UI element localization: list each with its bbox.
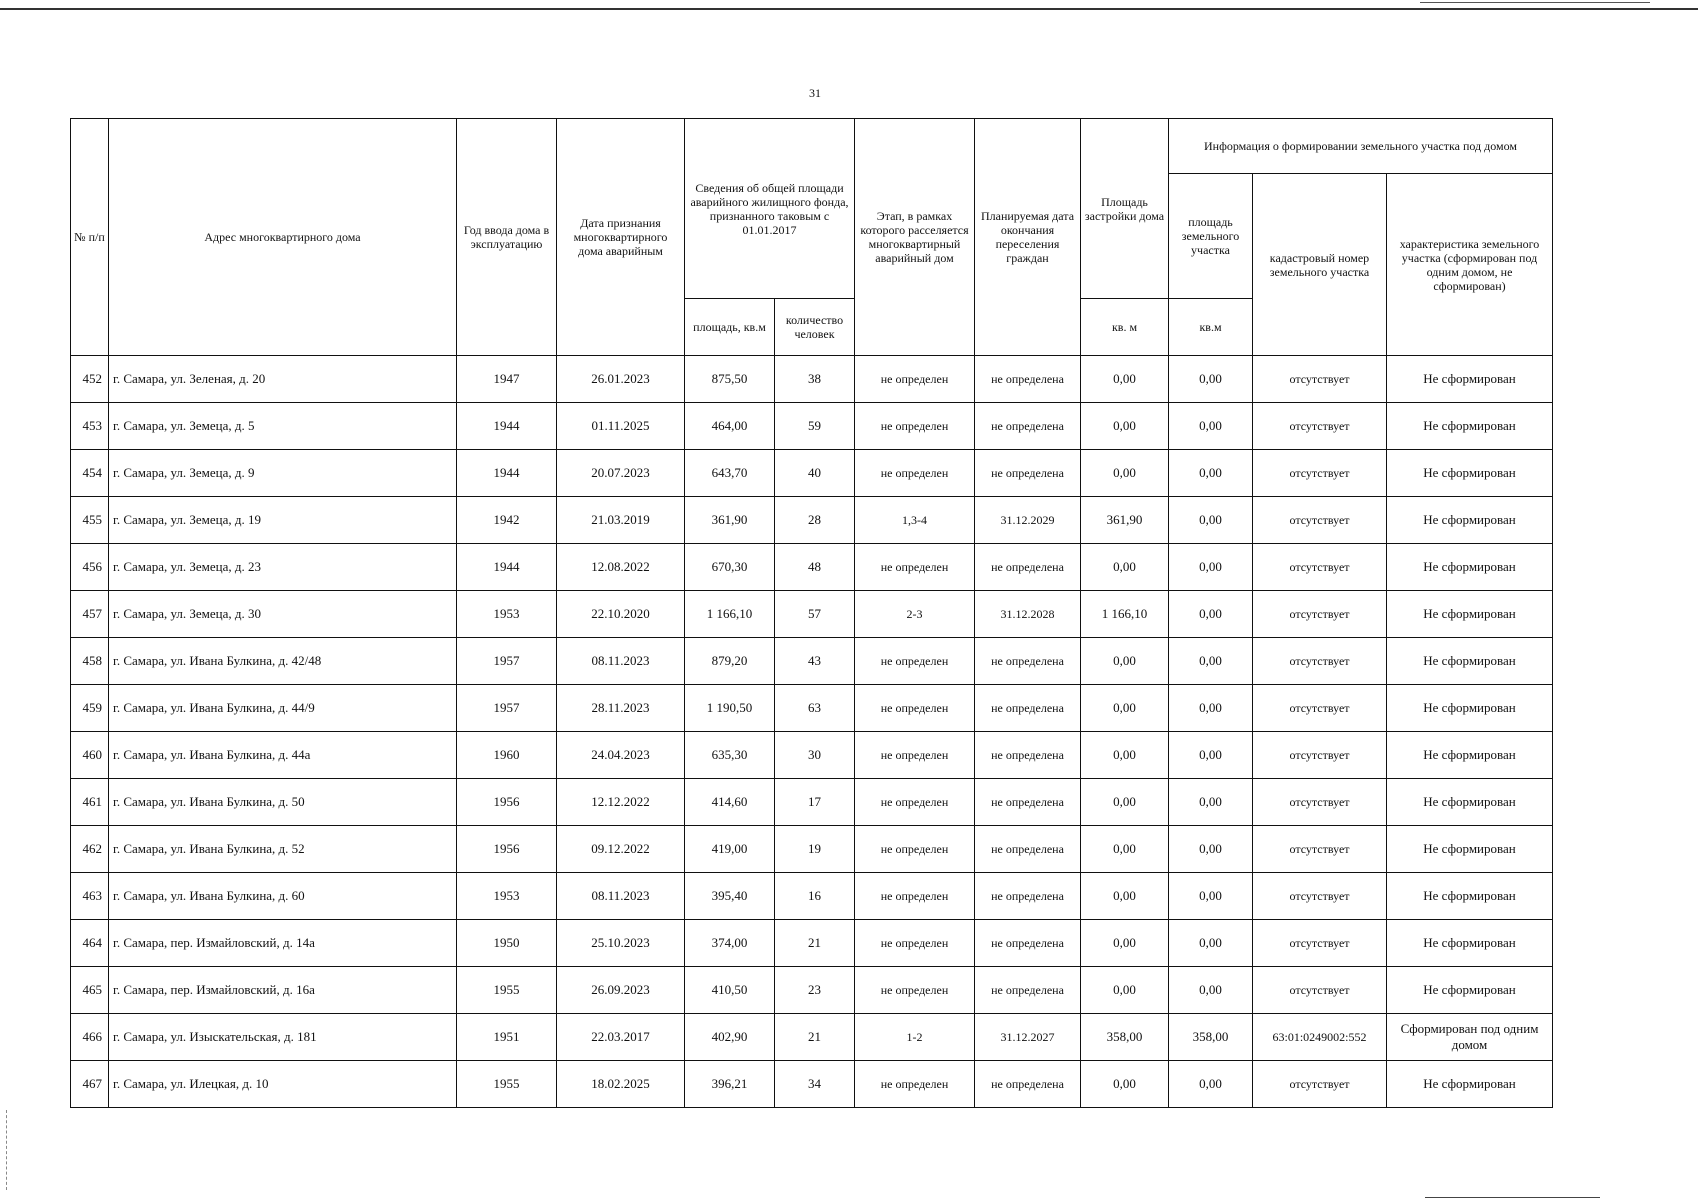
row-stage: 1,3-4 [855, 497, 975, 544]
row-stage: не определен [855, 356, 975, 403]
table-row [71, 450, 1553, 497]
header-land-area: площадь земельного участка [1169, 174, 1253, 299]
row-land-area: 0,00 [1169, 497, 1253, 544]
row-number: 462 [71, 826, 109, 873]
row-number: 452 [71, 356, 109, 403]
row-area: 414,60 [685, 779, 775, 826]
table-row [71, 826, 1553, 873]
row-year: 1951 [457, 1014, 557, 1061]
row-build-area: 0,00 [1081, 356, 1169, 403]
row-cadastral: отсутствует [1253, 450, 1387, 497]
row-date-emergency: 12.12.2022 [557, 779, 685, 826]
row-date-emergency: 28.11.2023 [557, 685, 685, 732]
row-build-area: 0,00 [1081, 450, 1169, 497]
row-planned-date: не определена [975, 1061, 1081, 1108]
header-date-emergency: Дата признания многоквартирного дома аварийным [557, 119, 685, 356]
table-body [71, 356, 1553, 1108]
row-cadastral: отсутствует [1253, 638, 1387, 685]
row-planned-date: не определена [975, 967, 1081, 1014]
row-address: г. Самара, ул. Ивана Булкина, д. 44/9 [109, 685, 457, 732]
header-num: № п/п [71, 119, 109, 356]
row-land-char: Не сформирован [1387, 356, 1553, 403]
row-cadastral: отсутствует [1253, 779, 1387, 826]
row-area: 402,90 [685, 1014, 775, 1061]
emergency-housing-table [70, 118, 1553, 1108]
row-land-char: Не сформирован [1387, 1061, 1553, 1108]
row-planned-date: не определена [975, 779, 1081, 826]
row-cadastral: отсутствует [1253, 920, 1387, 967]
header-area-info: Сведения об общей площади аварийного жилищного фонда, признанного таковым с 01.01.2017 [685, 119, 855, 299]
row-year: 1957 [457, 638, 557, 685]
row-date-emergency: 12.08.2022 [557, 544, 685, 591]
header-stage: Этап, в рамках которого расселяется многоквартирный аварийный дом [855, 119, 975, 356]
row-cadastral: отсутствует [1253, 403, 1387, 450]
row-people: 30 [775, 732, 855, 779]
row-stage: не определен [855, 920, 975, 967]
row-build-area: 0,00 [1081, 920, 1169, 967]
table-row [71, 591, 1553, 638]
row-area: 1 190,50 [685, 685, 775, 732]
row-planned-date: не определена [975, 732, 1081, 779]
row-number: 461 [71, 779, 109, 826]
row-area: 410,50 [685, 967, 775, 1014]
header-area-sq: площадь, кв.м [685, 299, 775, 356]
row-cadastral: 63:01:0249002:552 [1253, 1014, 1387, 1061]
row-stage: не определен [855, 450, 975, 497]
table-row [71, 497, 1553, 544]
row-year: 1944 [457, 403, 557, 450]
row-cadastral: отсутствует [1253, 826, 1387, 873]
row-people: 48 [775, 544, 855, 591]
row-planned-date: не определена [975, 544, 1081, 591]
row-build-area: 358,00 [1081, 1014, 1169, 1061]
row-land-char: Не сформирован [1387, 450, 1553, 497]
header-people: количество человек [775, 299, 855, 356]
row-date-emergency: 22.10.2020 [557, 591, 685, 638]
row-land-area: 0,00 [1169, 732, 1253, 779]
table-row [71, 873, 1553, 920]
row-land-char: Не сформирован [1387, 685, 1553, 732]
row-people: 16 [775, 873, 855, 920]
row-address: г. Самара, ул. Ивана Булкина, д. 44а [109, 732, 457, 779]
row-number: 456 [71, 544, 109, 591]
row-build-area: 361,90 [1081, 497, 1169, 544]
row-build-area: 0,00 [1081, 967, 1169, 1014]
row-address: г. Самара, ул. Ивана Булкина, д. 60 [109, 873, 457, 920]
row-land-char: Не сформирован [1387, 920, 1553, 967]
row-build-area: 0,00 [1081, 779, 1169, 826]
row-address: г. Самара, ул. Зеленая, д. 20 [109, 356, 457, 403]
row-cadastral: отсутствует [1253, 544, 1387, 591]
row-area: 643,70 [685, 450, 775, 497]
row-planned-date: не определена [975, 356, 1081, 403]
row-address: г. Самара, ул. Ивана Булкина, д. 52 [109, 826, 457, 873]
row-people: 28 [775, 497, 855, 544]
row-number: 464 [71, 920, 109, 967]
row-people: 38 [775, 356, 855, 403]
row-date-emergency: 18.02.2025 [557, 1061, 685, 1108]
row-number: 466 [71, 1014, 109, 1061]
row-land-area: 0,00 [1169, 826, 1253, 873]
row-land-area: 358,00 [1169, 1014, 1253, 1061]
row-address: г. Самара, ул. Земеца, д. 19 [109, 497, 457, 544]
row-date-emergency: 08.11.2023 [557, 873, 685, 920]
page-number: 31 [809, 86, 821, 100]
row-people: 43 [775, 638, 855, 685]
row-year: 1956 [457, 826, 557, 873]
row-planned-date: не определена [975, 873, 1081, 920]
header-planned-date: Планируемая дата окончания переселения граждан [975, 119, 1081, 356]
row-stage: не определен [855, 826, 975, 873]
header-address: Адрес многоквартирного дома [109, 119, 457, 356]
row-build-area: 0,00 [1081, 638, 1169, 685]
row-year: 1955 [457, 967, 557, 1014]
row-date-emergency: 20.07.2023 [557, 450, 685, 497]
row-build-area: 0,00 [1081, 826, 1169, 873]
row-planned-date: 31.12.2029 [975, 497, 1081, 544]
row-people: 21 [775, 1014, 855, 1061]
row-date-emergency: 01.11.2025 [557, 403, 685, 450]
row-people: 19 [775, 826, 855, 873]
row-land-area: 0,00 [1169, 920, 1253, 967]
row-address: г. Самара, ул. Изыскательская, д. 181 [109, 1014, 457, 1061]
row-cadastral: отсутствует [1253, 685, 1387, 732]
header-land-area-unit: кв.м [1169, 299, 1253, 356]
row-address: г. Самара, пер. Измайловский, д. 16а [109, 967, 457, 1014]
row-stage: не определен [855, 403, 975, 450]
row-build-area: 0,00 [1081, 732, 1169, 779]
header-build-area: Площадь застройки дома [1081, 119, 1169, 299]
table-row [71, 403, 1553, 450]
row-land-area: 0,00 [1169, 356, 1253, 403]
header-build-area-unit: кв. м [1081, 299, 1169, 356]
table-row [71, 685, 1553, 732]
row-people: 34 [775, 1061, 855, 1108]
row-area: 419,00 [685, 826, 775, 873]
row-date-emergency: 24.04.2023 [557, 732, 685, 779]
row-land-char: Не сформирован [1387, 544, 1553, 591]
row-area: 361,90 [685, 497, 775, 544]
row-people: 17 [775, 779, 855, 826]
table-row [71, 356, 1553, 403]
row-address: г. Самара, ул. Ивана Булкина, д. 42/48 [109, 638, 457, 685]
row-planned-date: не определена [975, 685, 1081, 732]
row-date-emergency: 08.11.2023 [557, 638, 685, 685]
row-address: г. Самара, ул. Земеца, д. 9 [109, 450, 457, 497]
row-address: г. Самара, ул. Земеца, д. 5 [109, 403, 457, 450]
row-cadastral: отсутствует [1253, 873, 1387, 920]
row-address: г. Самара, ул. Земеца, д. 30 [109, 591, 457, 638]
table-row [71, 967, 1553, 1014]
row-people: 59 [775, 403, 855, 450]
row-area: 875,50 [685, 356, 775, 403]
row-stage: 1-2 [855, 1014, 975, 1061]
row-year: 1953 [457, 873, 557, 920]
table-row [71, 1061, 1553, 1108]
row-planned-date: не определена [975, 450, 1081, 497]
row-stage: не определен [855, 685, 975, 732]
row-year: 1960 [457, 732, 557, 779]
row-number: 460 [71, 732, 109, 779]
row-year: 1942 [457, 497, 557, 544]
row-year: 1956 [457, 779, 557, 826]
row-date-emergency: 25.10.2023 [557, 920, 685, 967]
table-row [71, 638, 1553, 685]
scan-border-top-right [1420, 2, 1650, 3]
row-land-area: 0,00 [1169, 685, 1253, 732]
row-build-area: 0,00 [1081, 544, 1169, 591]
scan-border-bottom [1425, 1197, 1600, 1198]
row-build-area: 0,00 [1081, 1061, 1169, 1108]
row-area: 635,30 [685, 732, 775, 779]
row-cadastral: отсутствует [1253, 497, 1387, 544]
row-number: 454 [71, 450, 109, 497]
row-address: г. Самара, пер. Измайловский, д. 14а [109, 920, 457, 967]
row-date-emergency: 09.12.2022 [557, 826, 685, 873]
row-land-char: Не сформирован [1387, 497, 1553, 544]
row-year: 1944 [457, 450, 557, 497]
row-land-char: Не сформирован [1387, 732, 1553, 779]
row-land-char: Сформирован под одним домом [1387, 1014, 1553, 1061]
row-stage: не определен [855, 1061, 975, 1108]
row-cadastral: отсутствует [1253, 356, 1387, 403]
row-stage: не определен [855, 779, 975, 826]
row-number: 463 [71, 873, 109, 920]
row-land-char: Не сформирован [1387, 591, 1553, 638]
header-land-info: Информация о формировании земельного участка под домом [1169, 119, 1553, 174]
scan-border-top [0, 8, 1698, 10]
row-year: 1944 [457, 544, 557, 591]
row-stage: не определен [855, 638, 975, 685]
row-date-emergency: 21.03.2019 [557, 497, 685, 544]
row-year: 1950 [457, 920, 557, 967]
table-row [71, 779, 1553, 826]
row-date-emergency: 22.03.2017 [557, 1014, 685, 1061]
row-stage: не определен [855, 967, 975, 1014]
row-land-area: 0,00 [1169, 779, 1253, 826]
header-land-char: характеристика земельного участка (сформирован под одним домом, не сформирован) [1387, 174, 1553, 356]
scan-margin-marks [6, 1110, 8, 1190]
row-planned-date: 31.12.2027 [975, 1014, 1081, 1061]
row-land-area: 0,00 [1169, 967, 1253, 1014]
row-number: 467 [71, 1061, 109, 1108]
row-land-area: 0,00 [1169, 591, 1253, 638]
row-area: 464,00 [685, 403, 775, 450]
row-year: 1957 [457, 685, 557, 732]
row-planned-date: не определена [975, 638, 1081, 685]
row-land-char: Не сформирован [1387, 967, 1553, 1014]
row-year: 1947 [457, 356, 557, 403]
row-land-char: Не сформирован [1387, 873, 1553, 920]
row-stage: не определен [855, 873, 975, 920]
row-number: 457 [71, 591, 109, 638]
row-people: 21 [775, 920, 855, 967]
row-area: 395,40 [685, 873, 775, 920]
row-address: г. Самара, ул. Ивана Булкина, д. 50 [109, 779, 457, 826]
row-area: 879,20 [685, 638, 775, 685]
row-land-area: 0,00 [1169, 403, 1253, 450]
row-land-area: 0,00 [1169, 638, 1253, 685]
row-land-char: Не сформирован [1387, 826, 1553, 873]
row-planned-date: не определена [975, 920, 1081, 967]
row-people: 57 [775, 591, 855, 638]
row-people: 40 [775, 450, 855, 497]
row-planned-date: не определена [975, 826, 1081, 873]
table-row [71, 1014, 1553, 1061]
row-stage: 2-3 [855, 591, 975, 638]
row-area: 1 166,10 [685, 591, 775, 638]
row-planned-date: не определена [975, 403, 1081, 450]
row-build-area: 0,00 [1081, 685, 1169, 732]
row-year: 1953 [457, 591, 557, 638]
row-number: 453 [71, 403, 109, 450]
row-cadastral: отсутствует [1253, 732, 1387, 779]
row-people: 23 [775, 967, 855, 1014]
row-people: 63 [775, 685, 855, 732]
row-land-char: Не сформирован [1387, 779, 1553, 826]
row-land-area: 0,00 [1169, 450, 1253, 497]
row-land-area: 0,00 [1169, 544, 1253, 591]
table-row [71, 544, 1553, 591]
row-area: 396,21 [685, 1061, 775, 1108]
row-area: 670,30 [685, 544, 775, 591]
row-land-area: 0,00 [1169, 873, 1253, 920]
row-address: г. Самара, ул. Земеца, д. 23 [109, 544, 457, 591]
row-date-emergency: 26.09.2023 [557, 967, 685, 1014]
row-stage: не определен [855, 732, 975, 779]
row-area: 374,00 [685, 920, 775, 967]
row-build-area: 0,00 [1081, 403, 1169, 450]
row-planned-date: 31.12.2028 [975, 591, 1081, 638]
row-build-area: 0,00 [1081, 873, 1169, 920]
row-land-char: Не сформирован [1387, 638, 1553, 685]
row-number: 455 [71, 497, 109, 544]
row-cadastral: отсутствует [1253, 591, 1387, 638]
header-year: Год ввода дома в эксплуатацию [457, 119, 557, 356]
row-address: г. Самара, ул. Илецкая, д. 10 [109, 1061, 457, 1108]
row-land-char: Не сформирован [1387, 403, 1553, 450]
row-land-area: 0,00 [1169, 1061, 1253, 1108]
header-cadastral: кадастровый номер земельного участка [1253, 174, 1387, 356]
row-number: 459 [71, 685, 109, 732]
row-cadastral: отсутствует [1253, 1061, 1387, 1108]
row-number: 465 [71, 967, 109, 1014]
table-row [71, 920, 1553, 967]
row-stage: не определен [855, 544, 975, 591]
row-number: 458 [71, 638, 109, 685]
row-date-emergency: 26.01.2023 [557, 356, 685, 403]
row-cadastral: отсутствует [1253, 967, 1387, 1014]
row-year: 1955 [457, 1061, 557, 1108]
table-row [71, 732, 1553, 779]
row-build-area: 1 166,10 [1081, 591, 1169, 638]
